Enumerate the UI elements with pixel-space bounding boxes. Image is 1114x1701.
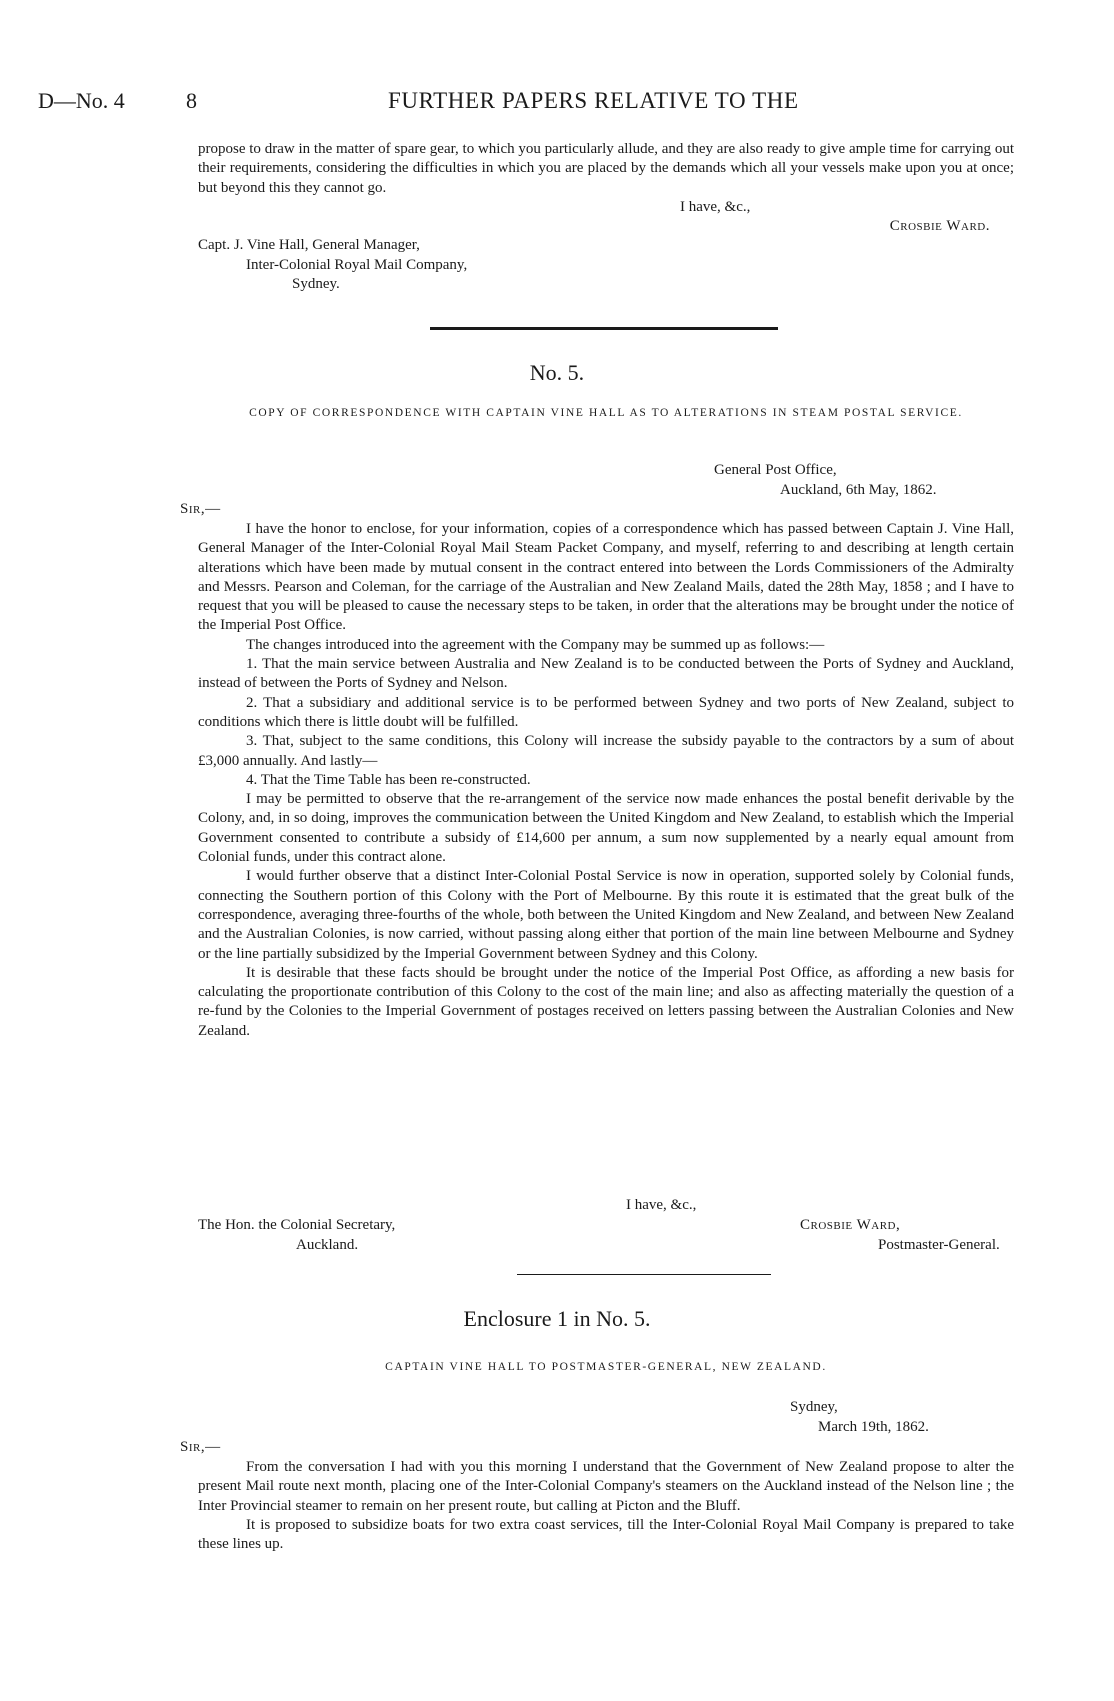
enclosure-divider bbox=[517, 1274, 771, 1275]
section-heading: COPY OF CORRESPONDENCE WITH CAPTAIN VINE HALL AS TO ALTERATIONS IN STEAM POSTAL SERVICE. bbox=[249, 407, 963, 419]
continuation-block bbox=[198, 140, 1014, 294]
letter-closing: I have, &c., bbox=[626, 1197, 697, 1213]
letter-date: Auckland, 6th May, 1862. bbox=[780, 482, 937, 498]
section-divider bbox=[430, 327, 778, 330]
running-title: FURTHER PAPERS RELATIVE TO THE bbox=[388, 88, 799, 113]
document-reference: D—No. 4 bbox=[38, 88, 125, 113]
enclosure-paragraph: It is proposed to subsidize boats for two extra coast services, till the Inter-Colonial Royal Mail Company is prepared to take these lines up. bbox=[198, 1516, 1014, 1553]
running-header bbox=[38, 88, 1076, 118]
letter-salutation: Sir,— bbox=[180, 501, 221, 517]
letter-addressee-2: Auckland. bbox=[296, 1237, 359, 1253]
list-item: 4. That the Time Table has been re-constructed. bbox=[246, 771, 531, 788]
section-title: No. 5. bbox=[529, 360, 585, 385]
continuation-addressee-2: Inter-Colonial Royal Mail Company, bbox=[246, 256, 468, 273]
letter-paragraph: I have the honor to enclose, for your information, copies of a correspondence which has passed between Captain J. Vine Hall, General Manager of the Inter-Colonial Royal Mail Steam Packet Company, and myself, referring to and describing at length certain alterations which have been made by mutual consent in the contract entered into between the Lords Commissioners of the Admiralty and Messrs. Pearson and Coleman, for the carriage of the Australian and New Zealand Mails, dated the 28th May, 1858 ; and I have to request that you will be pleased to cause the necessary steps to be taken, in order that the alterations may be brought under the notice of the Imperial Post Office. bbox=[198, 521, 1014, 634]
enclosure-place: Sydney, bbox=[790, 1399, 838, 1415]
letter-addressee-1: The Hon. the Colonial Secretary, bbox=[198, 1217, 396, 1233]
enclosure-title: Enclosure 1 in No. 5. bbox=[463, 1306, 651, 1331]
letter-paragraph: The changes introduced into the agreement with the Company may be summed up as follows:— bbox=[246, 636, 825, 653]
list-item: 1. That the main service between Australia and New Zealand is to be conducted between the Ports of Sydney and Auckland, instead of between the Ports of Sydney and Nelson. bbox=[198, 656, 1014, 692]
enclosure-date: March 19th, 1862. bbox=[818, 1419, 929, 1435]
continuation-addressee-1: Capt. J. Vine Hall, General Manager, bbox=[198, 237, 420, 254]
list-item: 2. That a subsidiary and additional service is to be performed between Sydney and two ports of New Zealand, subject to conditions which there is little doubt will be fulfilled. bbox=[198, 694, 1014, 730]
continuation-signature: Crosbie Ward. bbox=[889, 218, 990, 235]
letter-place: General Post Office, bbox=[714, 462, 837, 478]
letter-body bbox=[198, 520, 1014, 1041]
enclosure-paragraph: From the conversation I had with you this morning I understand that the Government of New Zealand propose to alter the present Mail route next month, placing one of the Inter-Colonial Company's steamers on the Auckland instead of the Nelson line ; the Inter Provincial steamer to remain on her present route, but calling at Picton and the Bluff. bbox=[198, 1459, 1014, 1514]
enclosure-salutation: Sir,— bbox=[180, 1439, 221, 1455]
page-number: 8 bbox=[186, 88, 197, 113]
letter-signature: Crosbie Ward, bbox=[800, 1217, 901, 1233]
letter-paragraph: It is desirable that these facts should be brought under the notice of the Imperial Post Office, as affording a new basis for calculating the proportionate contribution of this Colony to the cost of the main line; and also as affecting materially the question of a re-fund by the Colonies to the Imperial Government of postages received on letters passing between the Australian Colonies and New Zealand. bbox=[198, 964, 1014, 1039]
enclosure-body bbox=[198, 1458, 1014, 1554]
letter-paragraph: I would further observe that a distinct Inter-Colonial Postal Service is now in operation, supported solely by Colonial funds, connecting the Southern portion of this Colony with the Port of Melbourne. By this route it is estimated that the great bulk of the correspondence, averaging three-fourths of the whole, both between the United Kingdom and New Zealand, and between New Zealand and the Australian Colonies, is now carried, without passing along either that portion of the main line between Melbourne and Sydney or the line partially subsidized by the Imperial Government between Sydney and this Colony. bbox=[198, 868, 1014, 962]
continuation-closing: I have, &c., bbox=[680, 198, 751, 215]
list-item: 3. That, subject to the same conditions, this Colony will increase the subsidy payable to the contractors by a sum of about £3,000 annually. And lastly— bbox=[198, 733, 1014, 769]
letter-paragraph: I may be permitted to observe that the re-arrangement of the service now made enhances the postal benefit derivable by the Colony, and, in so doing, improves the communication between the United Kingdom and New Zealand, to establish which the Imperial Government consented to contribute a subsidy of £14,600 per annum, a sum now supplemented by a nearly equal amount from Colonial funds, under this contract alone. bbox=[198, 791, 1014, 866]
continuation-addressee-3: Sydney. bbox=[292, 276, 340, 293]
letter-signature-title: Postmaster-General. bbox=[878, 1237, 1000, 1253]
continuation-paragraph: propose to draw in the matter of spare gear, to which you particularly allude, and they are also ready to give ample time for carrying out their requirements, considering the difficulties in which you are placed by the demands which all your vessels make upon you at once; but beyond this they cannot go. bbox=[198, 141, 1014, 196]
enclosure-heading: CAPTAIN VINE HALL TO POSTMASTER-GENERAL, NEW ZEALAND. bbox=[385, 1361, 827, 1373]
